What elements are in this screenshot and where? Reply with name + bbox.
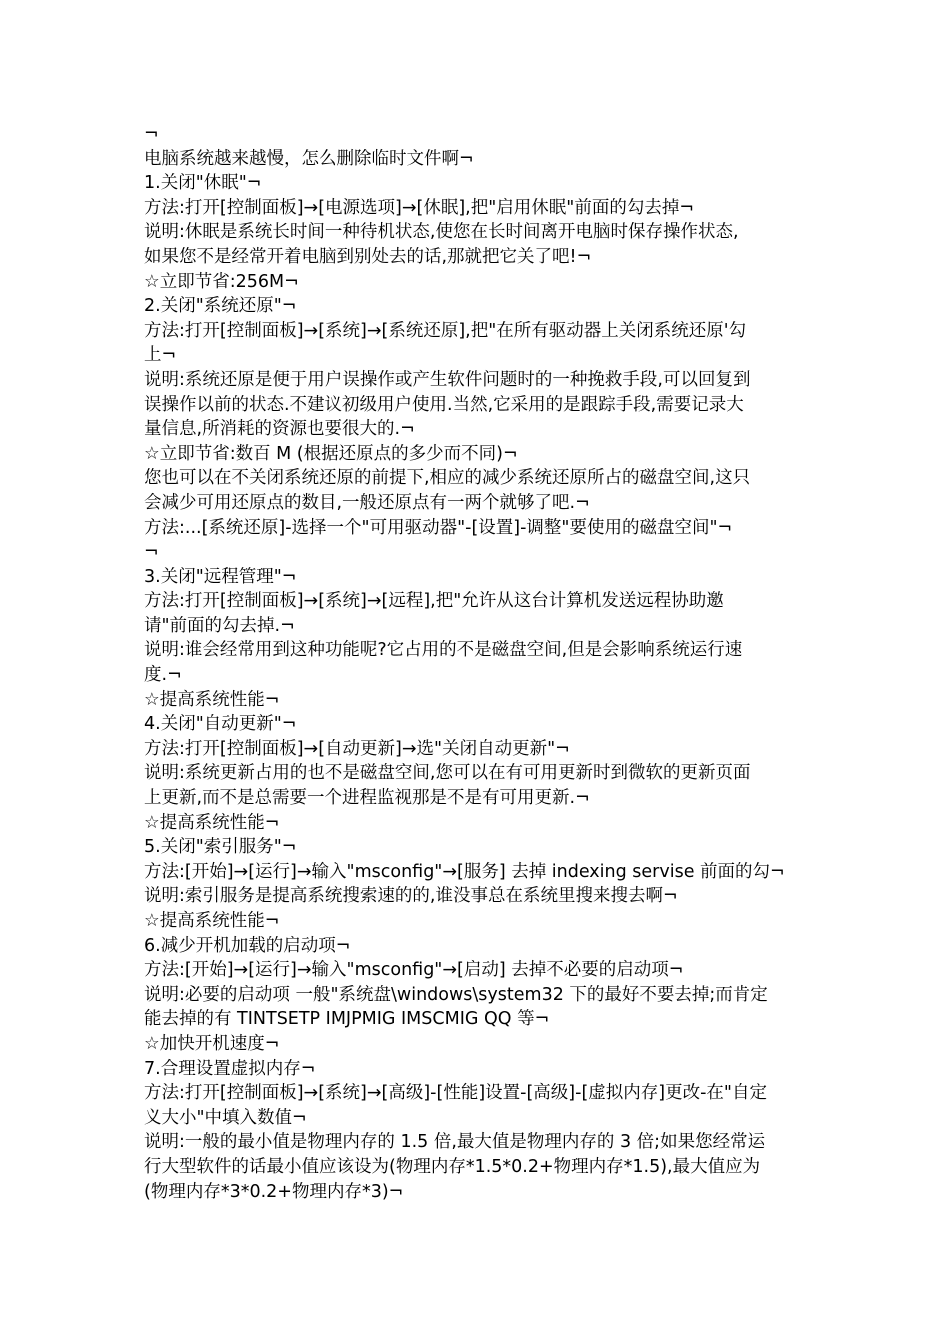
- text-line: ¬: [144, 542, 159, 563]
- text-line: 说明:必要的启动项 一般"系统盘\windows\system32 下的最好不要去掉;而肯定: [144, 984, 768, 1005]
- text-line: 说明:系统还原是便于用户误操作或产生软件问题时的一种挽救手段,可以回复到: [144, 369, 751, 390]
- text-line: 如果您不是经常开着电脑到别处去的话,那就把它关了吧!¬: [144, 246, 592, 267]
- text-line: 您也可以在不关闭系统还原的前提下,相应的减少系统还原所占的磁盘空间,这只: [144, 468, 751, 489]
- text-line: 请"前面的勾去掉.¬: [144, 615, 295, 636]
- text-line: 上¬: [144, 345, 177, 366]
- text-line: ☆提高系统性能¬: [144, 911, 280, 931]
- text-line: 3.关闭"远程管理"¬: [144, 566, 297, 587]
- text-line: 7.合理设置虚拟内存¬: [144, 1058, 316, 1079]
- text-line: 方法:打开[控制面板]→[自动更新]→选"关闭自动更新"¬: [144, 738, 570, 759]
- text-line: 度.¬: [144, 665, 182, 686]
- text-line: 能去掉的有 TINTSETP IMJPMIG IMSCMIG QQ 等¬: [144, 1009, 550, 1030]
- text-line: 1.关闭"休眠"¬: [144, 173, 262, 194]
- text-line: 量信息,所消耗的资源也要很大的.¬: [144, 419, 415, 440]
- text-line: (物理内存*3*0.2+物理内存*3)¬: [144, 1181, 404, 1202]
- text-line: 义大小"中填入数值¬: [144, 1107, 307, 1128]
- text-line: 5.关闭"索引服务"¬: [144, 837, 297, 858]
- text-line: 说明:系统更新占用的也不是磁盘空间,您可以在有可用更新时到微软的更新页面: [144, 763, 751, 784]
- text-line: 行大型软件的话最小值应该设为(物理内存*1.5*0.2+物理内存*1.5),最大值应为: [144, 1156, 761, 1177]
- text-line: 说明:休眠是系统长时间一种待机状态,使您在长时间离开电脑时保存操作状态,: [144, 222, 739, 243]
- document-body: [144, 122, 812, 1204]
- text-line: ☆加快开机速度¬: [144, 1033, 280, 1054]
- text-line: 上更新,而不是总需要一个进程监视那是不是有可用更新.¬: [144, 788, 590, 809]
- text-line: 方法:打开[控制面板]→[系统]→[远程],把"允许从这台计算机发送远程协助邀: [144, 591, 724, 612]
- text-line: 方法:...[系统还原]-选择一个"可用驱动器"-[设置]-调整"要使用的磁盘空间"¬: [144, 517, 733, 538]
- text-line: 方法:打开[控制面板]→[电源选项]→[休眠],把"启用休眠"前面的勾去掉¬: [144, 197, 695, 218]
- text-line: 说明:谁会经常用到这种功能呢?它占用的不是磁盘空间,但是会影响系统运行速: [144, 640, 743, 661]
- text-line: 电脑系统越来越慢，怎么删除临时文件啊¬: [144, 148, 474, 169]
- text-line: 说明:索引服务是提高系统搜索速的的,谁没事总在系统里搜来搜去啊¬: [144, 886, 678, 907]
- text-line: ☆立即节省:256M¬: [144, 271, 299, 292]
- text-line: 方法:[开始]→[运行]→输入"msconfig"→[服务] 去掉 indexing servise 前面的勾¬: [144, 861, 785, 882]
- text-line: 2.关闭"系统还原"¬: [144, 296, 297, 317]
- text-line: 会减少可用还原点的数目,一般还原点有一两个就够了吧.¬: [144, 492, 590, 513]
- text-line: ☆提高系统性能¬: [144, 812, 280, 833]
- text-line: 方法:打开[控制面板]→[系统]→[系统还原],把"在所有驱动器上关闭系统还原'勾: [144, 320, 747, 341]
- text-line: ¬: [144, 124, 159, 144]
- text-line: 方法:打开[控制面板]→[系统]→[高级]-[性能]设置-[高级]-[虚拟内存]更改-在"自定: [144, 1083, 767, 1104]
- text-line: 说明:一般的最小值是物理内存的 1.5 倍,最大值是物理内存的 3 倍;如果您经常运: [144, 1132, 766, 1153]
- text-line: 误操作以前的状态.不建议初级用户使用.当然,它采用的是跟踪手段,需要记录大: [144, 394, 744, 415]
- text-line: 4.关闭"自动更新"¬: [144, 714, 297, 735]
- text-line: ☆提高系统性能¬: [144, 689, 280, 710]
- text-line: 6.减少开机加载的启动项¬: [144, 935, 351, 956]
- text-line: 方法:[开始]→[运行]→输入"msconfig"→[启动] 去掉不必要的启动项¬: [144, 960, 684, 981]
- text-line: ☆立即节省:数百 M (根据还原点的多少而不同)¬: [144, 443, 518, 464]
